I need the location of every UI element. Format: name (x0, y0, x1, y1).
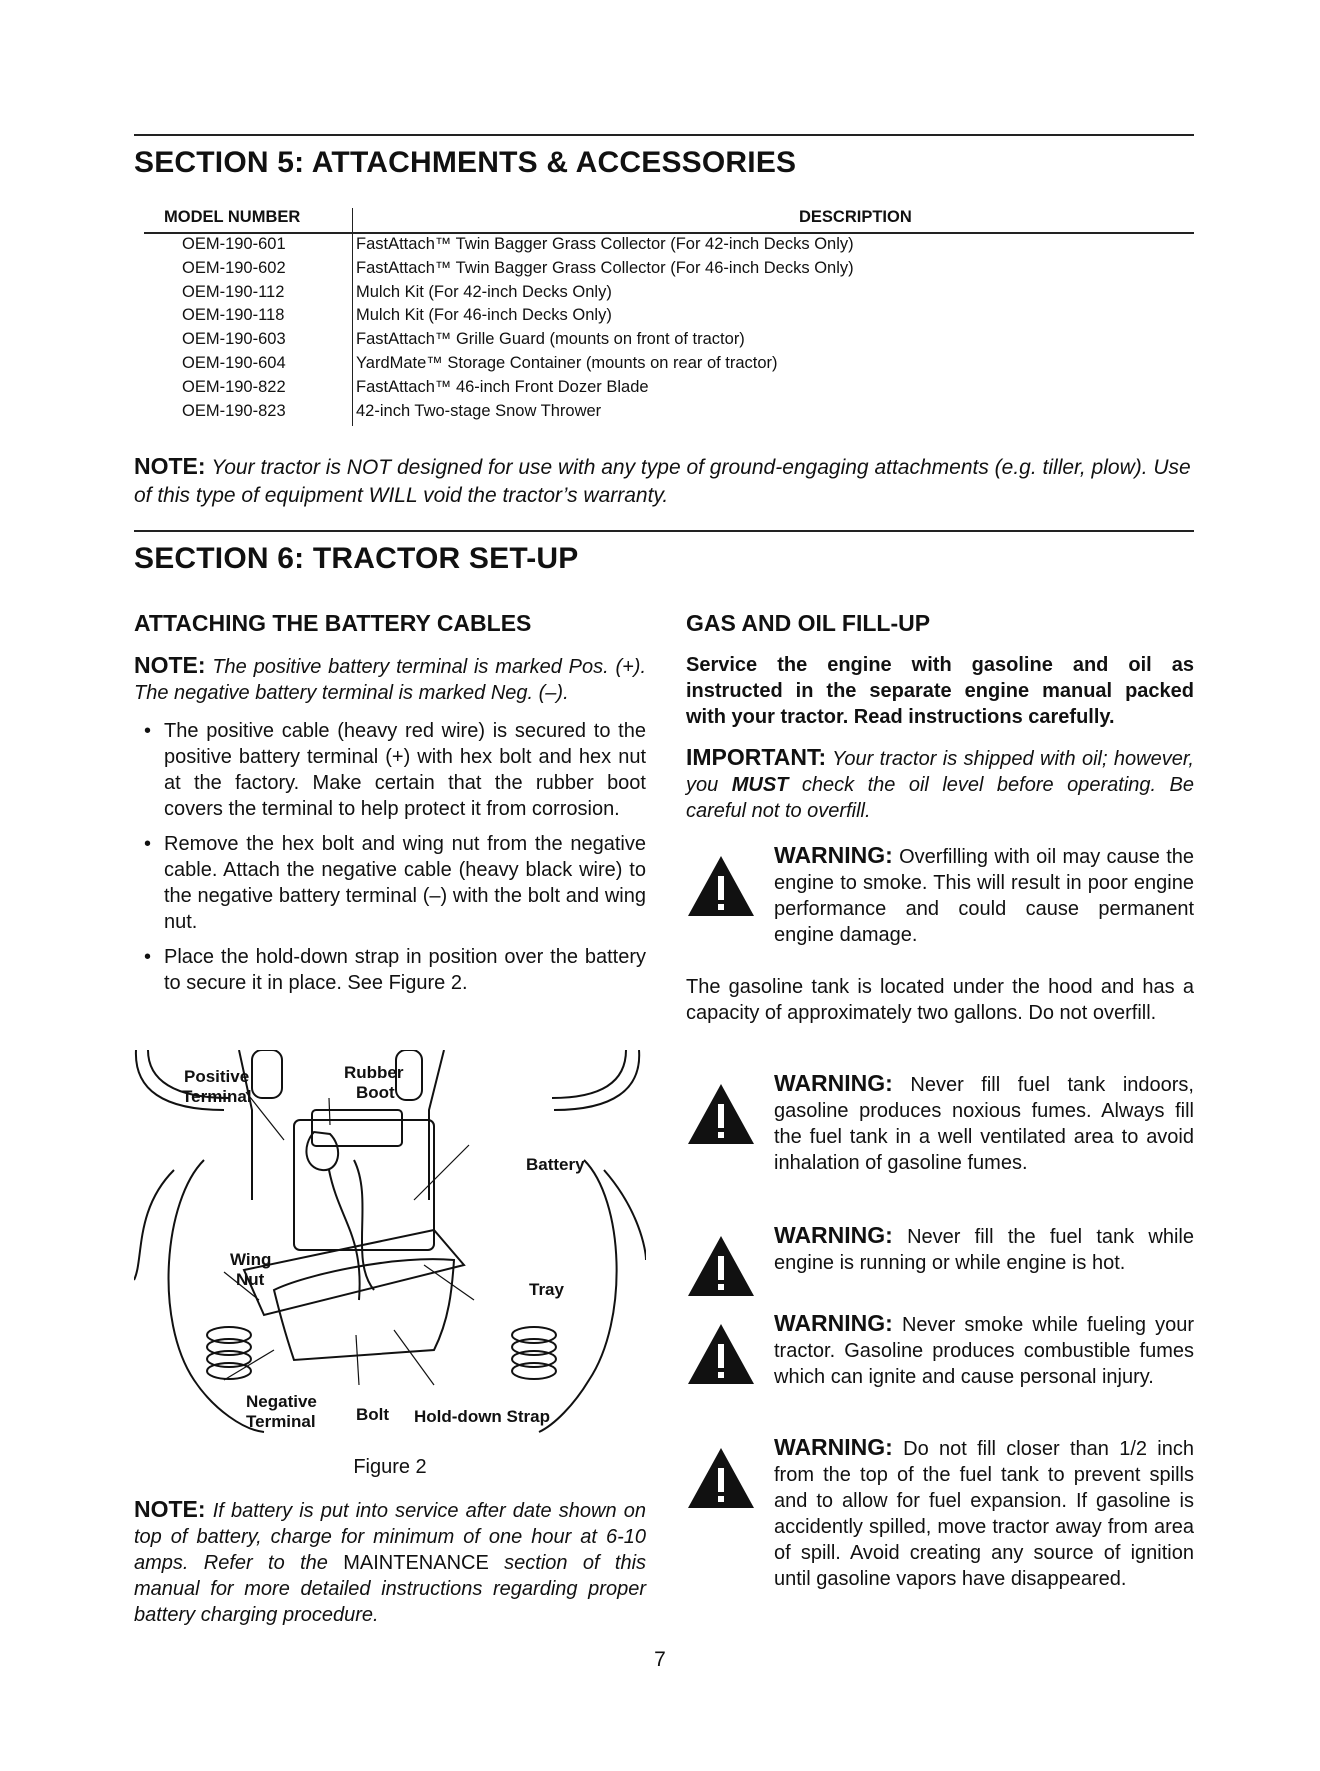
battery-box (294, 1120, 434, 1250)
model-number-cell: OEM-190-603 (182, 330, 286, 349)
model-number-cell: OEM-190-823 (182, 401, 286, 420)
section5-title: SECTION 5: ATTACHMENTS & ACCESSORIES (134, 146, 797, 179)
warning-4-body: Never smoke while fueling your tractor. Gasoline produces combustible fumes which can ignite and cause personal injury. (774, 1314, 1195, 1388)
battery-note (134, 652, 646, 706)
warning-1 (686, 842, 1194, 952)
description-header: DESCRIPTION (799, 208, 912, 226)
warning-triangle-icon (686, 1234, 756, 1298)
battery-bullet-3: • Place the hold-down strap in position over the battery to secure it in place. See Figure 2. (134, 944, 646, 996)
maintenance-ref: MAINTENANCE (343, 1552, 489, 1574)
table-row (134, 378, 1194, 402)
warning-3 (686, 1222, 1194, 1302)
gas-text (686, 652, 1194, 824)
table-row (134, 283, 1194, 307)
label-battery: Battery (526, 1155, 585, 1174)
section6-rule (134, 530, 1194, 532)
post-left (252, 1050, 282, 1098)
warning-triangle-icon (686, 1082, 756, 1146)
table-row (134, 235, 1194, 259)
right-spring (512, 1327, 556, 1379)
battery-note-2-text-1: If battery is put into service after date shown on top of battery, charge for minimum of one hour at 6-10 amps. Refer to the (134, 1500, 646, 1574)
battery-text (134, 652, 646, 1005)
label-positive: Positive (184, 1067, 250, 1086)
gas-intro: Service the engine with gasoline and oil as instructed in the separate engine manual packed with your tractor. Read instructions carefully. (686, 654, 1194, 728)
cable-left (329, 1170, 360, 1300)
label-bolt: Bolt (356, 1405, 390, 1424)
model-number-cell: OEM-190-604 (182, 353, 286, 372)
label-negative-terminal: Terminal (246, 1412, 316, 1431)
warning-5 (686, 1434, 1194, 1624)
warning-2 (686, 1070, 1194, 1180)
battery-note-text: The positive battery terminal is marked Pos. (+). The negative battery terminal is marked Neg. (–). (134, 656, 647, 704)
description-cell: FastAttach™ 46-inch Front Dozer Blade (356, 377, 649, 396)
table-header-rule (144, 232, 1194, 234)
important-must: MUST (731, 774, 789, 796)
table-body (134, 235, 1194, 425)
accessories-table (134, 208, 1194, 420)
warning-2-text (774, 1070, 1194, 1176)
table-row (134, 354, 1194, 378)
table-header (134, 208, 1194, 232)
warning-1-label: WARNING: (774, 842, 893, 868)
model-number-cell: OEM-190-822 (182, 377, 286, 396)
description-cell: YardMate™ Storage Container (mounts on rear of tractor) (356, 353, 778, 372)
battery-bullet-2: • Remove the hex bolt and wing nut from the negative cable. Attach the negative cable (heavy black wire) to the negative battery terminal (–) with the bolt and wing nut. (134, 831, 646, 935)
battery-note-2-text-2: section of this manual for more detailed instructions regarding proper battery charging procedure. (134, 1552, 647, 1626)
leader-hold-down (394, 1330, 434, 1385)
important-text-1: Your tractor is shipped with oil; however, you (686, 748, 1194, 796)
description-cell: Mulch Kit (For 42-inch Decks Only) (356, 282, 612, 301)
warning-3-label: WARNING: (774, 1222, 893, 1248)
table-row (134, 259, 1194, 283)
warning-3-body: Never fill the fuel tank while engine is running or while engine is hot. (774, 1226, 1194, 1274)
battery-note-2 (134, 1496, 646, 1628)
label-wing: Wing (230, 1250, 272, 1269)
warning-4-text (774, 1310, 1194, 1390)
warning-2-label: WARNING: (774, 1070, 893, 1096)
warning-triangle-icon (686, 1446, 756, 1510)
warning-5-body: Do not fill closer than 1/2 inch from the top of the fuel tank to prevent spills and to allow for fuel expansion. If gasoline is accidently spilled, move tractor away from area of spill. Avoid creating any source of ignition until gasoline vapors have disappeared. (774, 1438, 1194, 1590)
leader-tray (424, 1265, 474, 1300)
left-spring (207, 1327, 251, 1379)
model-number-cell: OEM-190-112 (182, 282, 285, 301)
model-number-cell: OEM-190-118 (182, 306, 285, 325)
section5-note (134, 452, 1194, 510)
model-number-cell: OEM-190-602 (182, 258, 286, 277)
important-note (686, 744, 1194, 824)
description-cell: FastAttach™ Grille Guard (mounts on front of tractor) (356, 330, 745, 349)
important-label: IMPORTANT: (686, 744, 827, 770)
description-cell: FastAttach™ Twin Bagger Grass Collector (For 42-inch Decks Only) (356, 235, 854, 253)
label-nut: Nut (236, 1270, 265, 1289)
leader-battery (414, 1145, 469, 1200)
warning-4-label: WARNING: (774, 1310, 893, 1336)
label-hold-down-strap: Hold-down Strap (414, 1407, 550, 1426)
battery-note-label: NOTE: (134, 652, 206, 678)
description-cell: FastAttach™ Twin Bagger Grass Collector (For 46-inch Decks Only) (356, 258, 854, 277)
label-negative: Negative (246, 1392, 317, 1411)
description-cell: 42-inch Two-stage Snow Thrower (356, 401, 602, 420)
cable-right (354, 1160, 374, 1290)
model-number-header: MODEL NUMBER (164, 208, 301, 226)
label-positive-terminal: Terminal (182, 1087, 252, 1106)
warning-5-text (774, 1434, 1194, 1592)
warning-3-text (774, 1222, 1194, 1276)
section6-title: SECTION 6: TRACTOR SET-UP (134, 542, 579, 575)
page-number: 7 (654, 1648, 666, 1671)
important-text-2: check the oil level before operating. Be careful not to overfill. (686, 774, 1194, 822)
warning-5-label: WARNING: (774, 1434, 893, 1460)
figure-caption: Figure 2 (353, 1456, 427, 1478)
warning-triangle-icon (686, 1322, 756, 1386)
right-fender-line (554, 1050, 639, 1110)
battery-top (312, 1110, 402, 1146)
battery-bullet-1: • The positive cable (heavy red wire) is secured to the positive battery terminal (+) with hex bolt and hex nut at the factory. Make certain that the rubber boot covers the terminal to help protect it from corrosion. (134, 718, 646, 822)
label-rubber: Rubber (344, 1063, 404, 1082)
battery-figure (134, 1050, 646, 1460)
model-number-cell: OEM-190-601 (182, 235, 286, 253)
tank-text: The gasoline tank is located under the hood and has a capacity of approximately two gallons. Do not overfill. (686, 976, 1194, 1024)
warning-1-body: Overfilling with oil may cause the engine to smoke. This will result in poor engine performance and could cause permanent engine damage. (774, 846, 1195, 946)
note-text: Your tractor is NOT designed for use with any type of ground-engaging attachments (e.g. tiller, plow). Use of this type of equipment WILL void the tractor’s warranty. (134, 456, 1191, 507)
gas-heading: GAS AND OIL FILL-UP (686, 610, 931, 636)
leader-bolt (356, 1335, 359, 1385)
battery-note-2-label: NOTE: (134, 1496, 206, 1522)
table-row (134, 306, 1194, 330)
warning-2-body: Never fill fuel tank indoors, gasoline produces noxious fumes. Always fill the fuel tank in a well ventilated area to avoid inhalation of gasoline fumes. (774, 1074, 1194, 1174)
warning-4 (686, 1310, 1194, 1420)
battery-heading: ATTACHING THE BATTERY CABLES (134, 610, 532, 636)
label-tray: Tray (529, 1280, 564, 1299)
table-row (134, 402, 1194, 426)
table-row (134, 330, 1194, 354)
top-rule (134, 134, 1194, 136)
label-boot: Boot (356, 1083, 395, 1102)
right-fender-line-inner (552, 1050, 626, 1098)
note-label: NOTE: (134, 453, 206, 479)
warning-1-text (774, 842, 1194, 948)
description-cell: Mulch Kit (For 46-inch Decks Only) (356, 306, 612, 325)
warning-triangle-icon (686, 854, 756, 918)
